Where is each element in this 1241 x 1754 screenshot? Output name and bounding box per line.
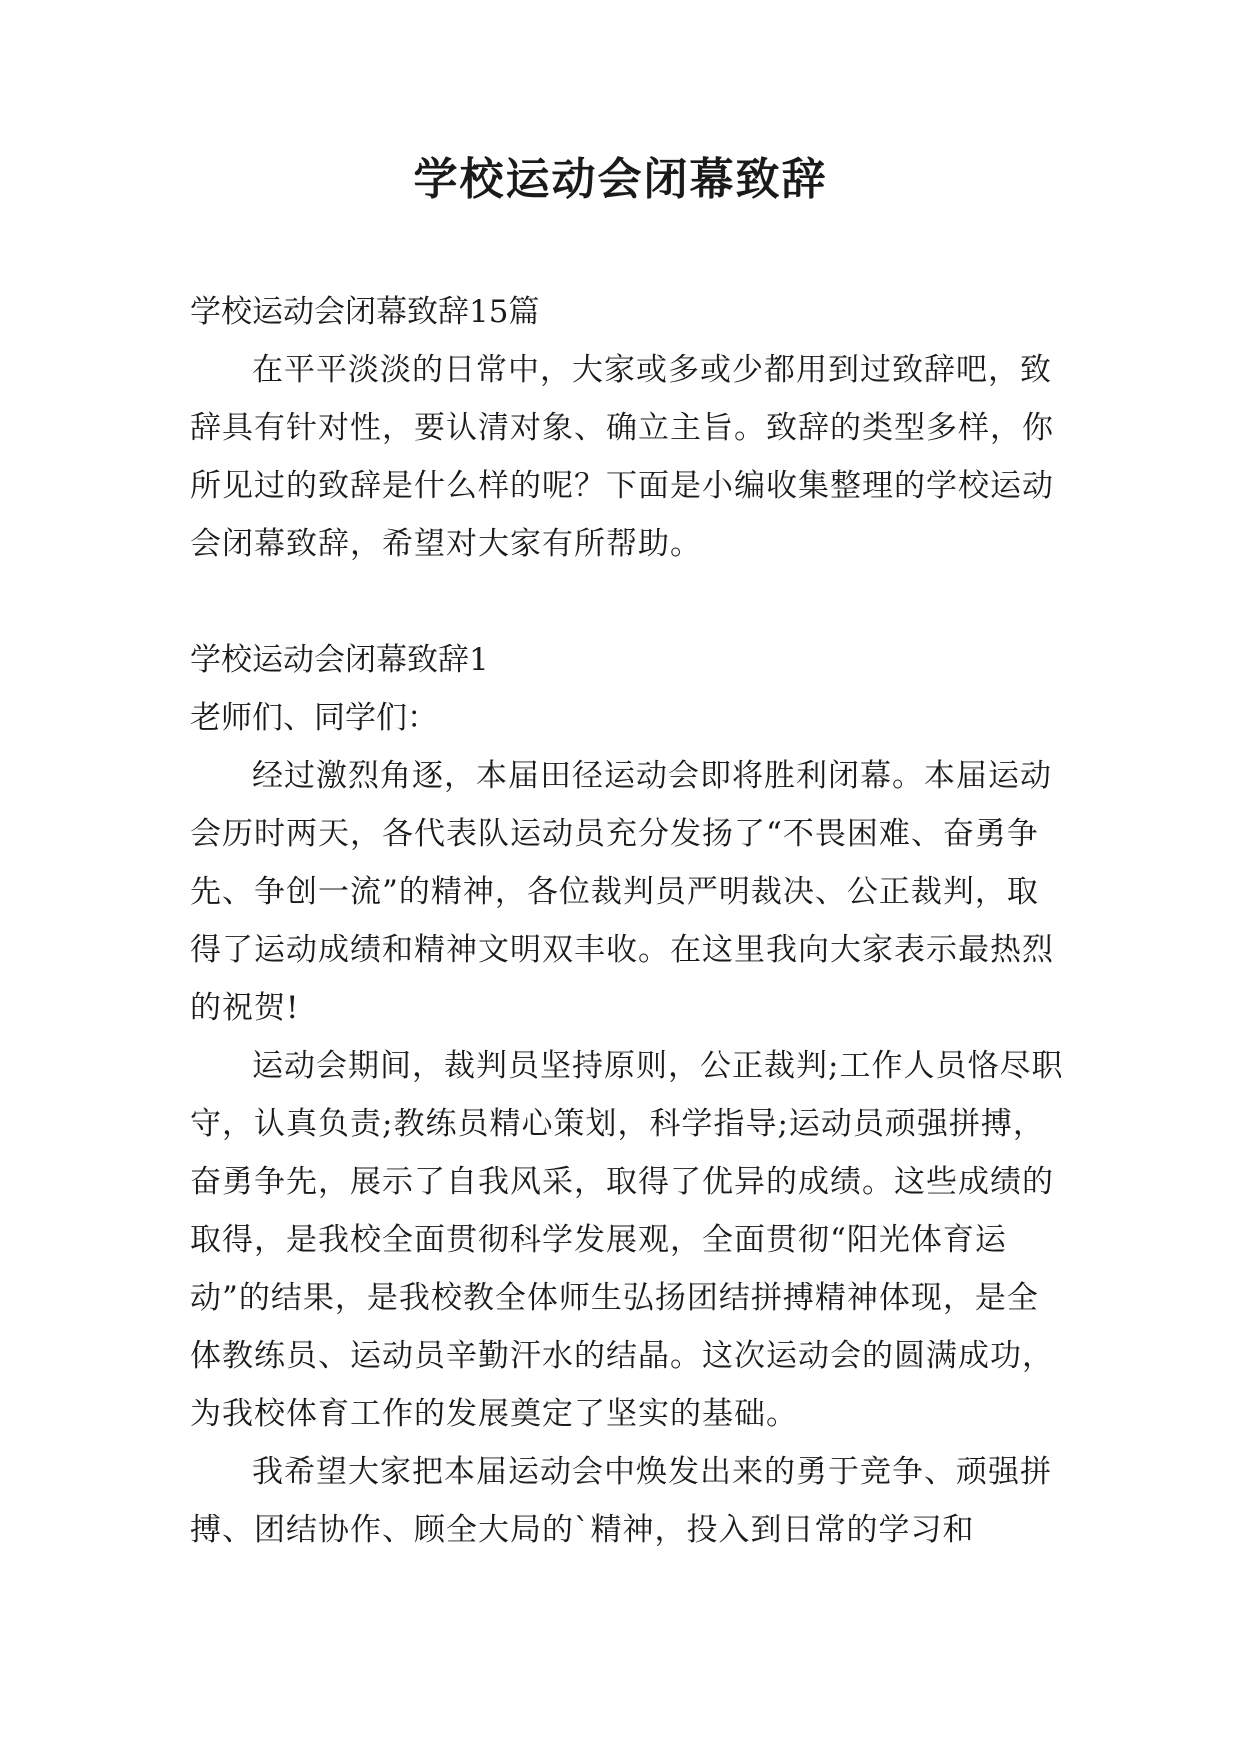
- section-spacer: [190, 573, 1066, 631]
- section-title: 学校运动会闭幕致辞1: [190, 642, 489, 678]
- salutation: 老师们、同学们：: [190, 700, 438, 736]
- document-body: [190, 283, 1066, 1559]
- intro-paragraph: 在平平淡淡的日常中，大家或多或少都用到过致辞吧，致辞具有针对性，要认清对象、确立主旨。致辞的类型多样，你所见过的致辞是什么样的呢？下面是小编收集整理的学校运动会闭幕致辞，希望对大家有所帮助。: [190, 352, 1054, 562]
- document-title: 学校运动会闭幕致辞: [413, 154, 828, 205]
- body-paragraph: 经过激烈角逐，本届田径运动会即将胜利闭幕。本届运动会历时两天，各代表队运动员充分发扬了“不畏困难、奋勇争先、争创一流”的精神，各位裁判员严明裁决、公正裁判，取得了运动成绩和精神文明双丰收。在这里我向大家表示最热烈的祝贺!: [190, 758, 1054, 1026]
- body-paragraph: 我希望大家把本届运动会中焕发出来的勇于竞争、顽强拼搏、团结协作、顾全大局的`精神，投入到日常的学习和: [190, 1454, 1052, 1548]
- body-paragraph: 运动会期间，裁判员坚持原则，公正裁判;工作人员恪尽职守，认真负责;教练员精心策划，科学指导;运动员顽强拼搏，奋勇争先，展示了自我风采，取得了优异的成绩。这些成绩的取得，是我校全面贯彻科学发展观，全面贯彻“阳光体育运动”的结果，是我校教全体师生弘扬团结拼搏精神体现，是全体教练员、运动员辛勤汗水的结晶。这次运动会的圆满成功，为我校体育工作的发展奠定了坚实的基础。: [190, 1048, 1064, 1432]
- document-subtitle: 学校运动会闭幕致辞15篇: [190, 294, 540, 330]
